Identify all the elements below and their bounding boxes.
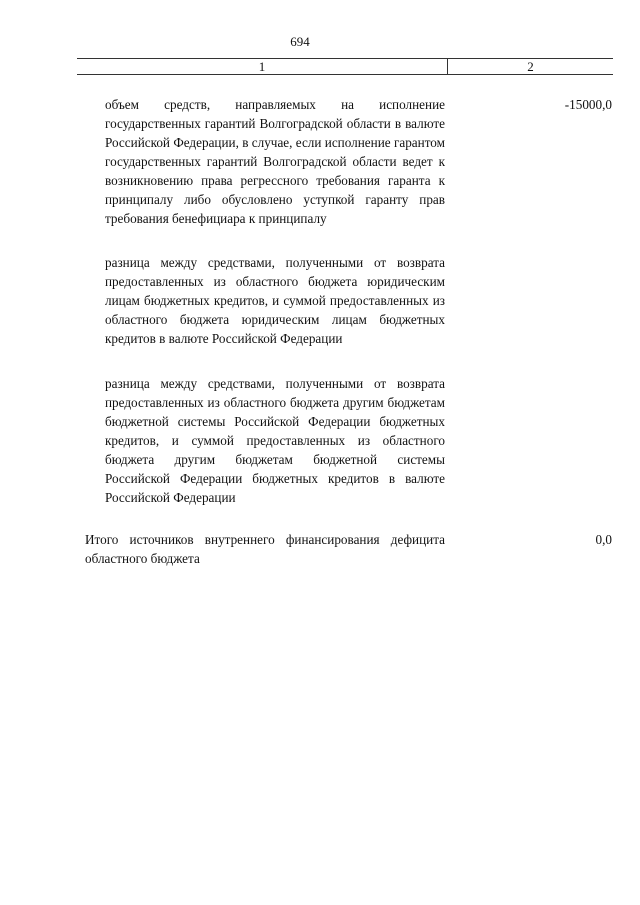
table-header <box>77 58 613 75</box>
row-total-value: 0,0 <box>595 532 612 547</box>
row-guarantee-value: -15000,0 <box>564 97 612 112</box>
row-legal-entities-credits-text: разница между средствами, полученными от возврата предоставленных из областного бюджета юридическим лицам бюджетных кредитов, и суммой предоставленных из областного бюджета юридическим лицам бюджетных кредитов в валюте Российской Федерации <box>105 255 445 346</box>
column-header-1: 1 <box>77 59 448 74</box>
row-other-budgets-credits-text: разница между средствами, полученными от возврата предоставленных из областного бюджета другим бюджетам бюджетной системы Российской Федерации бюджетных кредитов, и суммой предоставленных из областного бюджета другим бюджетам бюджетной системы Российской Федерации бюджетных кредитов в валюте Российской Федерации <box>105 376 445 505</box>
page-number: 694 <box>290 34 310 49</box>
column-header-2: 2 <box>527 59 534 74</box>
row-guarantee-text: объем средств, направляемых на исполнение государственных гарантий Волгоградской области в валюте Российской Федерации, в случае, если исполнение гарантом государственных гарантий Волгоградской области ведет к возникновению права регрессного требования гаранта к принципалу либо обусловлено уступкой гаранту прав требования бенефициара к принципалу <box>105 97 445 226</box>
row-total-text: Итого источников внутреннего финансирования дефицита областного бюджета <box>85 532 445 566</box>
